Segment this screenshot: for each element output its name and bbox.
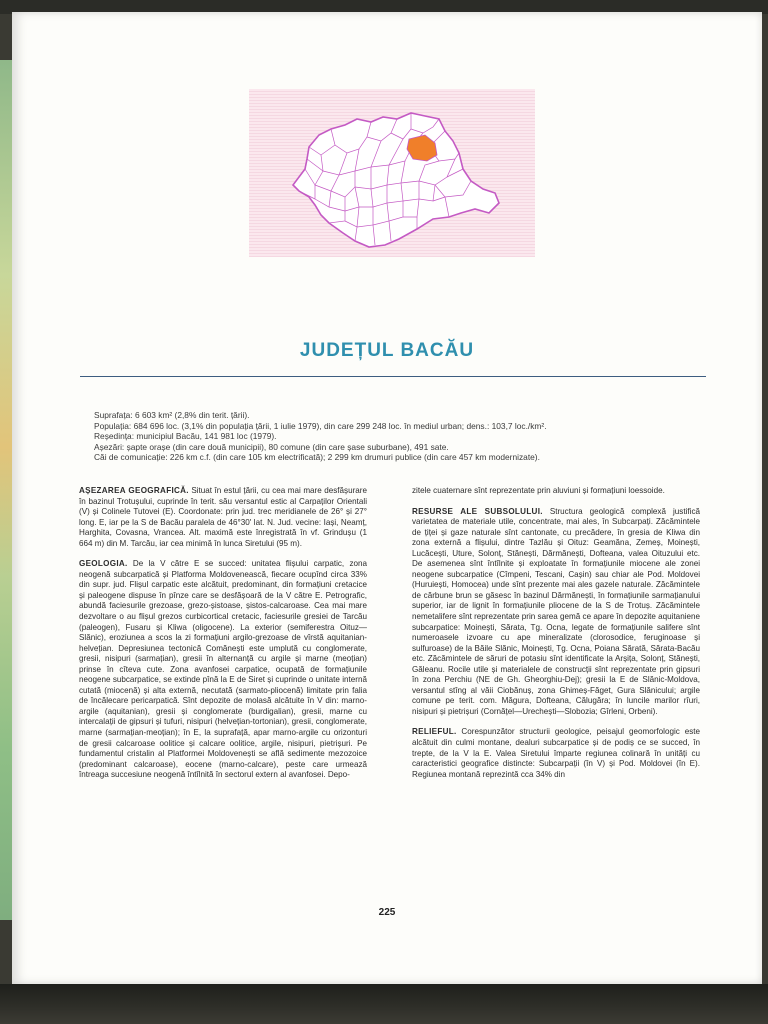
romania-outline [293, 113, 499, 247]
section-paragraph [79, 486, 367, 549]
section-text: Structura geologică complexă justifică varietatea de materiale utile, concentrate, mai ales, în Subcarpați. Zăcămintele de țiței și gaze naturale sînt cantonate, cu precădere, în gresia de Kliwa din zona externă a flișului, dintre Tazlău și Oituz: Geamăna, Zemeș, Moinești, Lucăcești, Uture, Solonț, Stănești, Dărmănești, Dofteana, valea Oituzului etc. De asemenea sînt întîlnite și exploatate în formațiunile miocene ale zonei neogene subcarpatice (Cîmpeni, Tescani, Cașin) sau chiar ale Pod. Moldovei (Huruiești, Homocea) unde sînt prezente mai ales gazele naturale. Zăcămintele de cărbune brun se găsesc în bazinul Dărmănești, în formațiunile sarmațianului superior, iar de lignit în formațiunile pliocene de la S de Trotuș. Zăcămintele nemetalifere sînt reprezentate prin sarea gemă ce apare în depozite aquitaniene subcarpatice: Moinești, Sărata, Tg. Ocna, legate de formațiunile salifere sînt numeroasele izvoare cu ape mineralizate (clorosodice, feruginoase și sulfuroase) de la Băile Slănic, Moinești, Tg. Ocna, Poiana Sărată, Sărata-Bacău etc. Zăcămintele de săruri de potasiu sînt identificate la Arșița, Solonț, Stănești, Găleanu. Rocile utile și materialele de construcții sînt reprezentate prin gipsuri în zona Perchiu (NE de Gh. Gheorghiu-Dej); gresii la E de Slănic-Moldova, versantul stîng al văii Ciobănuș, zona Ghimeș-Făget, Gura Slănicului; argile comune pe terit. com. Măgura, Dofteana, Călugăra; în luncile marilor rîuri, nisipuri și pietrișuri (Cornățel—Urechești—Slobozia; Gîrleni, Orbeni). [412, 506, 700, 716]
section-paragraph [412, 727, 700, 780]
fact-line: Așezări: șapte orașe (din care două municipii), 80 comune (din care șase suburbane), 491 sate. [94, 441, 449, 452]
section-text: zitele cuaternare sînt reprezentate prin aluviuni și formațiuni loessoide. [412, 486, 665, 495]
document-page [12, 12, 762, 984]
title-divider [80, 376, 706, 377]
section-text: De la V către E se succed: unitatea flișului carpatic, zona neogenă subcarpatică și Platforma Moldovenească, fiecare ocupînd circa 33% din supr. jud. Flișul carpatic este alcătuit, predominant, din formațiuni cretacice și paleogene dispuse în pînze care se desfășoară de la V către E. Petrografic, abundă faciesurile grezoase, grezo-șistoase, șistos-calcaroase. Cea mai mare dezvoltare o au flișul grezos curbicortical cretacic, faciesurile gresiei de Tarcău (paleogen), Fusaru și Kliwa (oligocene). La exterior (semiferestra Oituz—Slănic), eroziunea a scos la zi formațiuni argilo-grezoase de vîrstă aquitanian-helvețian. Depresiunea tectonică Comănești este umplută cu conglomerate, gresii, nisipuri (sarmațian), gresii în alternanță cu argile și marne (meoțian) prinse în cîteva cute. Zona avanfosei carpatice, ocupată de formațiunile neogene subcarpatice, se extinde pînă la E de Siret și cuprinde o unitate internă cutată (miocenă) și alta externă, necutată (sarmato-pliocenă) limitate prin falia de încălecare pericarpatică. Sînt depozite de molasă alcătuite în V din: marno-argile (aquitanian), gresii și conglomerate (burdigalian), gresii, marne cu intercalații de gipsuri și tufuri, nisipuri (helvețian-tortonian), gresii, conglomerate, marne (sarmațian-meoțian); în E, la suprafață, apar marno-argile cu orizonturi de gresii calcaroase oolitice și calcare oolitice, argile, nisipuri, pietrișuri. Pe fundamentul cristalin al Platformei Moldovenești se află sedimente mezozoice (predominant calcaroase), eocene (marno-calcare), peste care urmează întreaga succesiune neogenă întîlnită în sectorul extern al avanfosei. Depo- [79, 559, 367, 780]
fact-line: Căi de comunicație: 226 km c.f. (din care 105 km electrificată); 2 299 km drumuri publice (din care 457 km modernizate). [94, 452, 540, 462]
fact-line: Populația: 684 696 loc. (3,1% din populația țării, 1 iulie 1979), din care 299 248 loc. în mediul urban; dens.: 103,7 loc./km². [94, 420, 547, 431]
page-number: 225 [378, 907, 396, 918]
county-location-map [249, 89, 535, 257]
left-text-column [79, 486, 367, 791]
page-title: JUDEȚUL BACĂU [299, 340, 475, 361]
section-paragraph [412, 486, 700, 497]
section-paragraph [412, 507, 700, 718]
county-facts [94, 410, 714, 463]
fact-line: Reședința: municipiul Bacău, 141 981 loc (1979). [94, 431, 277, 441]
scan-bottom-edge [0, 984, 768, 1024]
section-text: Corespunzător structurii geologice, peisajul geomorfologic este alcătuit din culmi montane, dealuri subcarpatice și de podiș ce se succed, în trepte, de la V la E. Valea Siretului împarte regiunea colinară în unități cu caracteristici geografice distincte: Subcarpații (în V) și Pod. Moldovei (în E). Regiunea montană reprezintă cca 34% din [412, 727, 700, 779]
right-text-column [412, 486, 700, 790]
section-heading: RESURSE ALE SUBSOLULUI. [412, 506, 543, 516]
section-heading: RELIEFUL. [412, 727, 457, 737]
section-heading: GEOLOGIA. [79, 559, 128, 569]
section-heading: AȘEZAREA GEOGRAFICĂ. [79, 486, 189, 495]
romania-county-map-icon [249, 89, 535, 257]
section-text: Situat în estul țării, cu cea mai mare desfășurare în bazinul Trotușului, cuprinde în terit. său versantul estic al Carpaților Orientali (V) și Colinele Tutovei (E). Coordonate: prin jud. trec meridianele de 26° și 27° long. E, iar pe la S de Bacău paralela de 46°30' lat. N. Jud. vecine: Iași, Neamț, Harghita, Covasna, Vrancea. Alt. maximă este înregistrată în vf. Grindușu (1 664 m) din M. Tarcău, iar cea minimă în lunca Siretului (95 m). [79, 486, 368, 548]
fact-line: Suprafața: 6 603 km² (2,8% din terit. țării). [94, 410, 250, 420]
section-paragraph [79, 559, 367, 780]
